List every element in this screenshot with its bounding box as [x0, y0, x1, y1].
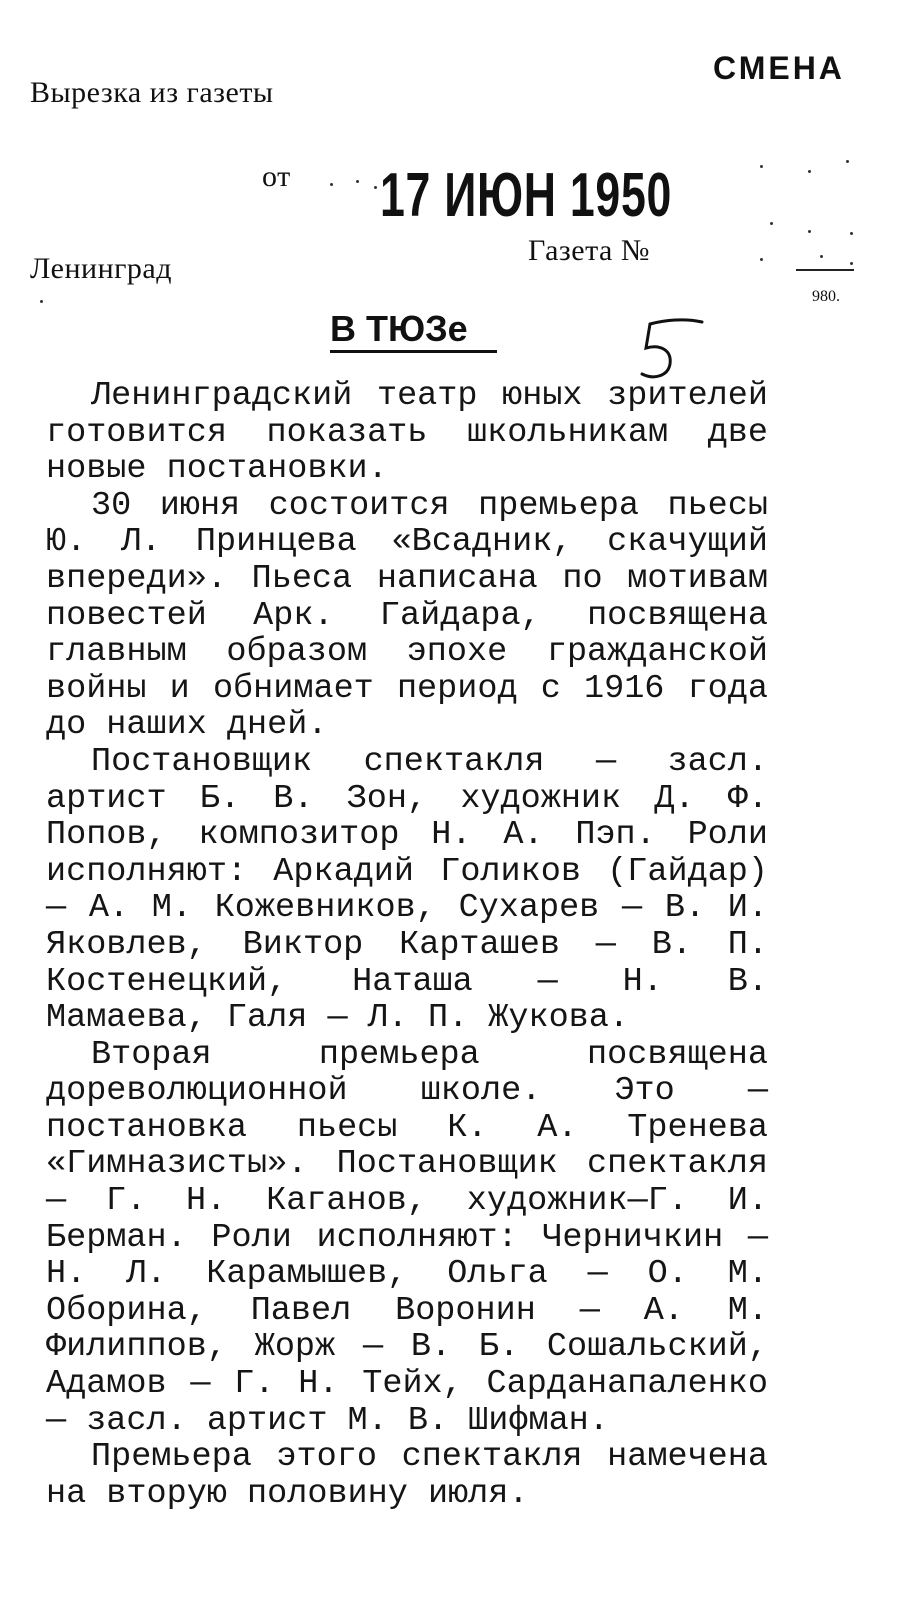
headline-underline — [330, 350, 497, 353]
article-paragraph: Ленинградский театр юных зрителей готовится показать школьникам две новые постановки. — [46, 377, 768, 489]
issue-line — [796, 269, 854, 271]
article-body — [46, 378, 768, 1512]
clipping-label: Вырезка из газеты — [30, 76, 274, 109]
article-paragraph: Премьера этого спектакля намечена на вторую половину июля. — [46, 1438, 768, 1513]
date-stamp: 17 ИЮН 1950 — [380, 161, 673, 230]
issue-number: 980. — [812, 288, 840, 305]
city-label: Ленинград — [30, 252, 173, 285]
article-paragraph: Вторая премьера посвящена дореволюционной школе. Это — постановка пьесы К. А. Тренева «Гимназисты». Постановщик спектакля — Г. Н. Каганов, художник—Г. И. Берман. Роли исполняют: Черничкин — Н. Л. Карамышев, Ольга — О. М. Оборина, Павел Воронин — А. М. Филиппов, Жорж — В. Б. Сошальский, Адамов — Г. Н. Тейх, Сарданапаленко — засл. артист М. В. Шифман. — [46, 1035, 768, 1440]
newspaper-name: СМЕНА — [713, 50, 845, 86]
from-label: от — [262, 160, 291, 193]
article-paragraph: 30 июня состоится премьера пьесы Ю. Л. Принцева «Всадник, скачущий впереди». Пьеса написана по мотивам повестей Арк. Гайдара, посвящена главным образом эпохе гражданской войны и обнимает период с 1916 года до наших дней. — [46, 486, 768, 745]
article-paragraph: Постановщик спектакля — засл. артист Б. В. Зон, художник Д. Ф. Попов, композитор Н. А. Пэп. Роли исполняют: Аркадий Голиков (Гайдар) — А. М. Кожевников, Сухарев — В. И. Яковлев, Виктор Карташев — В. П. Костенецкий, Наташа — Н. В. Мамаева, Галя — Л. П. Жукова. — [46, 742, 768, 1038]
article-headline: В ТЮЗе — [330, 308, 468, 349]
issue-label: Газета № — [528, 234, 650, 267]
